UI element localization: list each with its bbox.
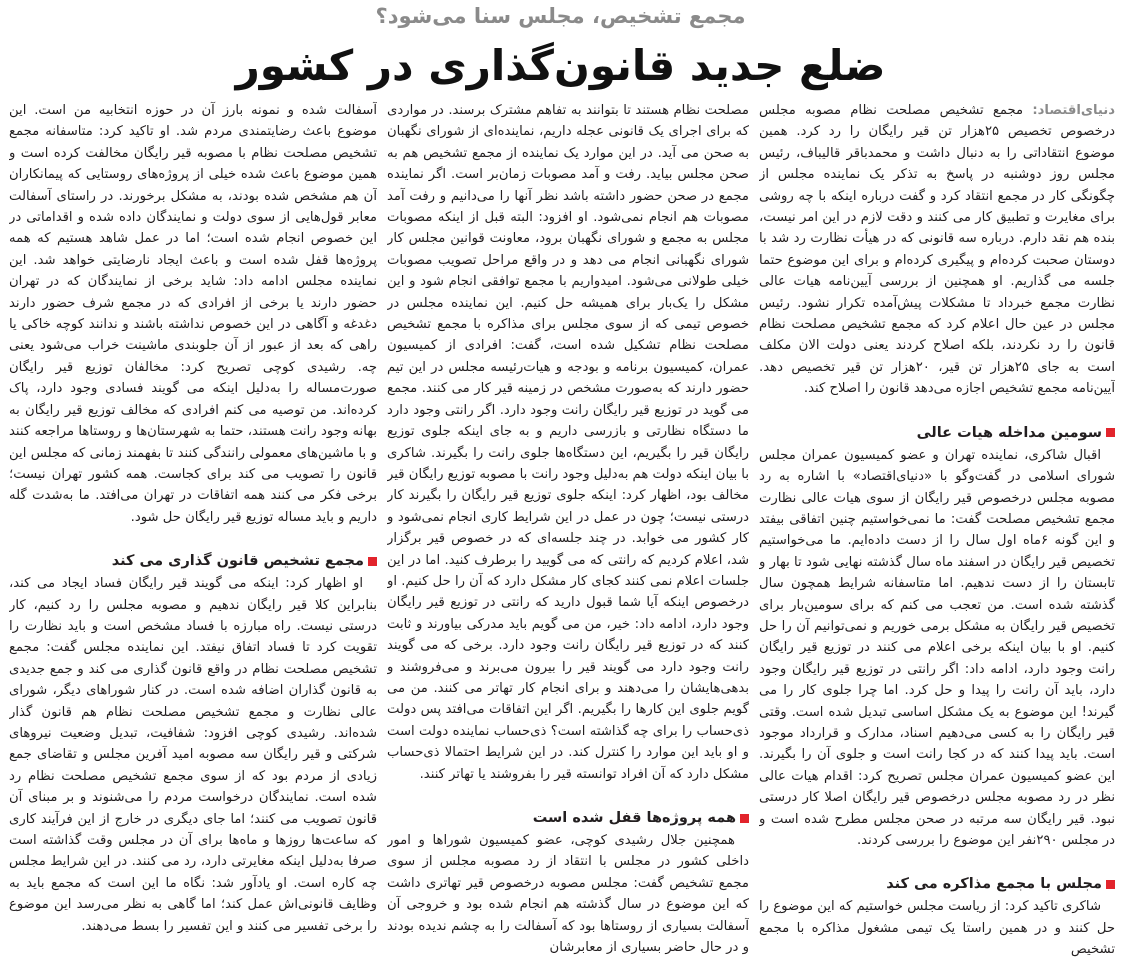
lead-text: مجمع تشخیص مصلحت نظام مصوبه مجلس درخصوص تخصیص ۲۵هزار تن قیر رایگان را رد کرد. همین موضوع انتقاداتی را به دنبال داشت و محمدباقر قالیباف، رئیس مجلس روز دوشنبه در پاسخ به تذکر یک نماینده مجلس از چگونگی کار در مجمع انتقاد کرد و گفت درباره اینکه با چه روشی برای مغایرت و تطبیق کار می کنند و دقت لازم در این امر نیست، بنده هم نقد دارم. درباره سه قانونی که در هیأت نظارت رد شد با دوستان صحبت کرده‌ام و پیگیری کرده‌ام و برای این موضوع حتما جلسه می گذاریم. او همچنین از بررسی آیین‌نامه هیات عالی نظارت مجمع خبرداد تا مشکلات پیش‌آمده تکرار نشود. رئیس مجلس در عین حال اعلام کرد که مجمع تشخیص مصلحت نظام قانون را رد نکردند، بلکه اصلاح کردند یعنی دولت الان مکلف است به جای ۲۵هزار تن قیر، ۲۰هزار تن قیر تخصیص دهد. آیین‌نامه مجمع تشخیص اجازه می‌دهد قانون را اصلاح کند. xyxy=(759,103,1115,397)
article-header xyxy=(0,0,1121,100)
subheading-text: مجمع تشخیص قانون گذاری می کند xyxy=(111,553,364,570)
paragraph: شاکری تاکید کرد: از ریاست مجلس خواستیم که این موضوع را حل کنند و در همین راستا یک تیمی مشغول مذاکره با مجمع تشخیص xyxy=(759,899,1115,958)
subheading-text: سومین مداخله هیات عالی xyxy=(916,424,1102,441)
spacer xyxy=(759,400,1115,421)
spacer xyxy=(9,528,377,549)
subheading-text: همه پروژه‌ها قفل شده است xyxy=(532,810,736,826)
red-square-bullet-icon xyxy=(1106,880,1115,889)
article-headline: ضلع جدید قانون‌گذاری در کشور xyxy=(235,41,886,90)
red-square-bullet-icon xyxy=(1106,428,1115,437)
paragraph: مصلحت نظام هستند تا بتوانند به تفاهم مشترک برسند. در مواردی که برای اجرای یک قانونی عجله داریم، نماینده‌ای از شورای نگهبان به صحن می آید. در این موارد یک نماینده از مجمع تشخیص هم به صحن مجلس بیاید. رفت و آمد مصوبات زمان‌بر است. اگر نماینده مجمع در صحن حضور داشته باشد نظر آنها را می‌دانیم و رفت آمد مصوبات هم انجام نمی‌شود. او افزود: البته قبل از اینکه مصوبات مجلس به مجمع و شورای نگهبان برود، معاونت قوانین مجلس کار شورای نگهبانی انجام می دهد و در واقع مراحل تصویب مصوبات خیلی طولانی می‌شود. امیدواریم با مجمع توافقی انجام شود و این مشکل را یک‌بار برای همیشه حل کنیم. این نماینده مجلس در خصوص تیمی که از سوی مجلس برای مذاکره با مجمع تشخیص مصلحت نظام تشکیل شده است، گفت: افرادی از کمیسیون عمران، کمیسیون برنامه و بودجه و هیات‌رئیسه مجلس در این تیم حضور دارند که به‌صورت مشخص در زمینه قیر کار می کنند. مجمع می گوید در توزیع قیر رایگان رانت وجود دارد. اگر رانتی وجود دارد ما دستگاه نظارتی و بازرسی داریم و به جای اینکه جلوی توزیع رایگان قیر را بگیریم، این دستگاه‌ها جلوی رانت را بگیرند. شاکری با بیان اینکه دولت هم به‌دلیل وجود رانت با مصوبه توزیع رایگان قیر مخالف بود، اظهار کرد: اینکه جلوی توزیع قیر رایگان را بگیرند کار درستی نیست؛ چون در عمل در این شرایط کاری انجام نمی‌شود و کار کشور می خوابد. در چند جلسه‌ای که در خصوص قیر برگزار شد، اعلام کردیم که رانتی که می گویید را برطرف کنید. اما در این جلسات اعلام نمی کنند کجای کار مشکل دارد که آن را حل کنیم. او درخصوص اینکه آیا شما قبول دارید که رانتی در توزیع قیر رایگان وجود دارد، ادامه داد: خیر، من می گویم باید مدرکی بیاورند و ثابت کنند که در توزیع قیر رایگان رانت وجود دارد. برخی که می گویند رانت وجود دارد می گویند قیر را بیرون می‌برند و می‌فروشند و بدهی‌هایشان را می‌دهند و برای انجام کار تهاتر می کنند. من می گویم جلوی این کارها را بگیریم. اگر این اتفاقات می‌افتد پس دولت ذی‌حساب را برای چه گذاشته است؟ ذی‌حساب نماینده دولت است و او باید این موارد را کنترل کند. در این شرایط احتمالا ذی‌حساب مشکل دارد که آن افراد توانسته قیر را بفروشند یا تهاتر کنند. xyxy=(387,103,749,782)
subheading xyxy=(759,872,1115,896)
spacer xyxy=(759,851,1115,872)
column-middle xyxy=(387,100,749,962)
article-body xyxy=(0,100,1121,962)
column-right xyxy=(759,100,1115,962)
paragraph: او اظهار کرد: اینکه می گویند قیر رایگان فساد ایجاد می کند، بنابراین کلا قیر رایگان ندهیم و مصوبه مجلس را رد کنیم، کار درستی نیست. راه مبارزه با فساد مشخص است و باید نظارت را تقویت کرد تا فساد اتفاق نیفتد. این نماینده مجلس گفت: مجمع تشخیص مصلحت نظام در واقع قانون گذاری می کند و جمع جدیدی به قانون گذاران اضافه شده است. در کنار شوراهای دیگر، شورای عالی نظارت و مجمع تشخیص مصلحت نظام هم قانون گذار شده‌اند. رشیدی کوچی افزود: شفافیت، تبدیل وضعیت نیروهای شرکتی و قیر رایگان سه مصوبه امید آفرین مجلس و تقاضای جمع زیادی از مردم بود که از سوی مجمع تشخیص مصلحت نظام رد شده است. نمایندگان درخواست مردم را می‌شنوند و بر مبنای آن قانون تصویب می کنند؛ اما جای دیگری در خارج از این فرآیند کاری که ساعت‌ها روزها و ماه‌ها برای آن در مجلس وقت گذاشته است صرفا به‌دلیل اینکه مغایرتی دارد، رد می کنند. در این شرایط مجلس چه کاره است. او یادآور شد: نگاه ما این است که مجمع باید به وظایف قانونی‌اش عمل کند؛ اما گاهی به نظر می‌رسد این موضوع را برخی تفسیر می کنند و این تفسیر را بسط می‌دهند. xyxy=(9,576,377,934)
subheading xyxy=(387,806,749,830)
subheading-text: مجلس با مجمع مذاکره می کند xyxy=(886,876,1102,893)
subheading xyxy=(9,549,377,573)
red-square-bullet-icon xyxy=(368,557,377,566)
article-kicker: مجمع تشخیص، مجلس سنا می‌شود؟ xyxy=(375,4,746,28)
lead-source: دنیای‌اقتصاد: xyxy=(1032,103,1115,118)
spacer xyxy=(387,785,749,806)
column-left xyxy=(9,100,377,962)
paragraph: آسفالت شده و نمونه بارز آن در حوزه انتخابیه من است. این موضوع باعث رضایتمندی مردم شد. او تاکید کرد: متاسفانه مجمع تشخیص مصلحت نظام با مصوبه قیر رایگان مخالفت کرده است و همین موضوع باعث شده خیلی از پروژه‌های روستایی که پیمانکاران آن هم مشخص شده بودند، به مشکل برخورند. در راستای آسفالت معابر قول‌هایی از سوی دولت و نمایندگان داده شده و اقداماتی در این خصوص انجام شده است؛ اما در عمل شاهد هستیم که همه پروژه‌ها قفل شده است و باعث ایجاد نارضایتی خواهد شد. این نماینده مجلس ادامه داد: شاید برخی از نمایندگان که در تهران حضور دارند یا برخی از افرادی که در مجمع شرف حضور دارند دغدغه و آگاهی در این خصوص نداشته باشند و ندانند کوچه خاکی یا راهی که بعد از عبور از آن جلوبندی ماشینت خراب می‌شود یعنی چه. رشیدی کوچی تصریح کرد: مخالفان توزیع قیر رایگان صورت‌مساله را به‌دلیل اینکه می گویند فسادی وجود دارد، پاک کرده‌اند. من توصیه می کنم افرادی که مخالف توزیع قیر رایگان به بهانه وجود رانت هستند، حتما به شهرستان‌ها و روستاها مراجعه کنند و با ماشین‌های معمولی رانندگی کنند تا بفهمند زمانی که مجلس این قانون را تصویب می کند برای کجاست. همه کشور تهران نیست؛ برخی فکر می کنند همه اتفاقات در تهران می‌افتد. ما به‌شدت گله داریم و باید مساله توزیع قیر رایگان حل شود. xyxy=(9,103,377,525)
paragraph: اقبال شاکری، نماینده تهران و عضو کمیسیون عمران مجلس شورای اسلامی در گفت‌وگو با «دنیای‌اقتصاد» با اشاره به رد مصوبه مجلس درخصوص قیر رایگان از سوی هیات عالی نظارت مجمع تشخیص مصلحت گفت: ما نمی‌خواستیم چنین اتفاقی بیفتد و این گونه ۶ماه اول سال را از دست داده‌ایم. ما می‌خواستیم تخصیص قیر رایگان در اسفند ماه سال گذشته نهایی شود تا بهار و تابستان را از دست ندهیم. اما متاسفانه شرایط همچون سال گذشته شده است. من تعجب می کنم که برای سومین‌بار برای تخصیص قیر رایگان به مشکل برمی خوریم و نمی‌توانیم آن را حل کنیم. او با بیان اینکه برخی اعلام می کنند در توزیع قیر رایگان رانت وجود دارد، ادامه داد: اگر رانتی در توزیع قیر رایگان وجود دارد، باید آن رانت را پیدا و حل کرد. اما چرا جلوی کار را می گیرند! این موضوع به یک مشکل اساسی تبدیل شده است. وقتی قیر رایگان را به کسی می‌دهیم اسناد، مدارک و قرارداد موجود است. باید پیدا کنند که در کجا رانت است و جلوی آن را بگیرند. این عضو کمیسیون عمران مجلس تصریح کرد: اقدام هیات عالی نظر در رد مصوبه مجلس درخصوص قیر رایگان اصلا کار درستی نبود. قیر رایگان سه مرتبه در صحن مجلس مطرح شده است و در مجلس ۲۹۰نفر این موضوع را بررسی کردند. xyxy=(759,447,1115,848)
red-square-bullet-icon xyxy=(740,814,749,823)
lead-paragraph xyxy=(759,100,1115,400)
subheading xyxy=(759,421,1115,445)
paragraph: همچنین جلال رشیدی کوچی، عضو کمیسیون شوراها و امور داخلی کشور در مجلس با انتقاد از رد مصوبه مجلس از سوی مجمع تشخیص گفت: مجلس مصوبه درخصوص قیر تهاتری داشت که این موضوع در سال گذشته هم انجام شده بود و خروجی آن آسفالت بسیاری از روستاها بود که آسفالت را به چشم ندیده بودند و در حال حاضر بسیاری از معابرشان xyxy=(387,833,749,956)
